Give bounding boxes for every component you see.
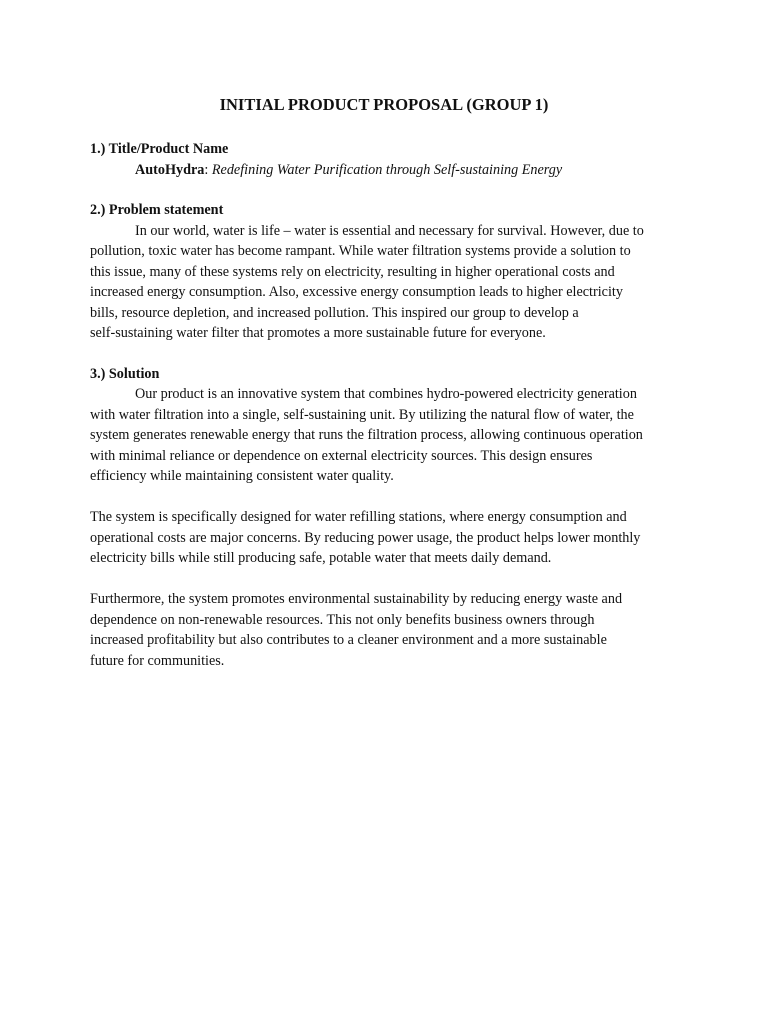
solution-paragraph-3 <box>90 589 682 671</box>
product-name-line <box>90 160 682 181</box>
problem-paragraph <box>90 221 682 344</box>
problem-line: bills, resource depletion, and increased pollution. This inspired our group to develop a <box>90 304 579 321</box>
solution-line: with minimal reliance or dependence on external electricity sources. This design ensures <box>90 447 593 464</box>
section-heading-problem: 2.) Problem statement <box>90 202 224 218</box>
problem-line: In our world, water is life – water is essential and necessary for survival. However, due to <box>135 222 644 239</box>
problem-line: increased energy consumption. Also, excessive energy consumption leads to higher electricity <box>90 284 623 300</box>
solution-line: efficiency while maintaining consistent water quality. <box>90 468 394 484</box>
solution-line: dependence on non-renewable resources. This not only benefits business owners through <box>90 611 595 628</box>
section-title-product-name <box>90 139 682 180</box>
solution-line: system generates renewable energy that runs the filtration process, allowing continuous operation <box>90 427 643 443</box>
product-separator: : <box>204 161 212 178</box>
problem-line: pollution, toxic water has become rampant. While water filtration systems provide a solution to <box>90 243 631 259</box>
solution-paragraph-1 <box>90 384 682 487</box>
solution-paragraph-2 <box>90 507 682 569</box>
solution-line: with water filtration into a single, self-sustaining unit. By utilizing the natural flow of water, the <box>90 406 634 423</box>
solution-line: Our product is an innovative system that combines hydro-powered electricity generation <box>135 386 637 402</box>
solution-line: operational costs are major concerns. By reducing power usage, the product helps lower monthly <box>90 529 641 546</box>
product-tagline: Redefining Water Purification through Self-sustaining Energy <box>211 161 563 178</box>
solution-line: increased profitability but also contributes to a cleaner environment and a more sustainable <box>90 632 607 648</box>
section-heading-title: 1.) Title/Product Name <box>90 141 229 157</box>
solution-line: electricity bills while still producing safe, potable water that meets daily demand. <box>90 550 552 566</box>
document-page <box>90 94 682 691</box>
section-heading-solution: 3.) Solution <box>90 365 160 382</box>
section-problem-statement <box>90 200 682 344</box>
problem-line: this issue, many of these systems rely on electricity, resulting in higher operational costs and <box>90 263 615 280</box>
problem-line: self-sustaining water filter that promotes a more sustainable future for everyone. <box>90 325 546 341</box>
solution-line: The system is specifically designed for water refilling stations, where energy consumption and <box>90 509 627 525</box>
product-name: AutoHydra <box>135 161 205 178</box>
solution-line: Furthermore, the system promotes environmental sustainability by reducing energy waste and <box>90 591 623 607</box>
solution-line: future for communities. <box>90 652 225 669</box>
section-solution <box>90 364 682 672</box>
document-title: INITIAL PRODUCT PROPOSAL (GROUP 1) <box>219 95 549 114</box>
